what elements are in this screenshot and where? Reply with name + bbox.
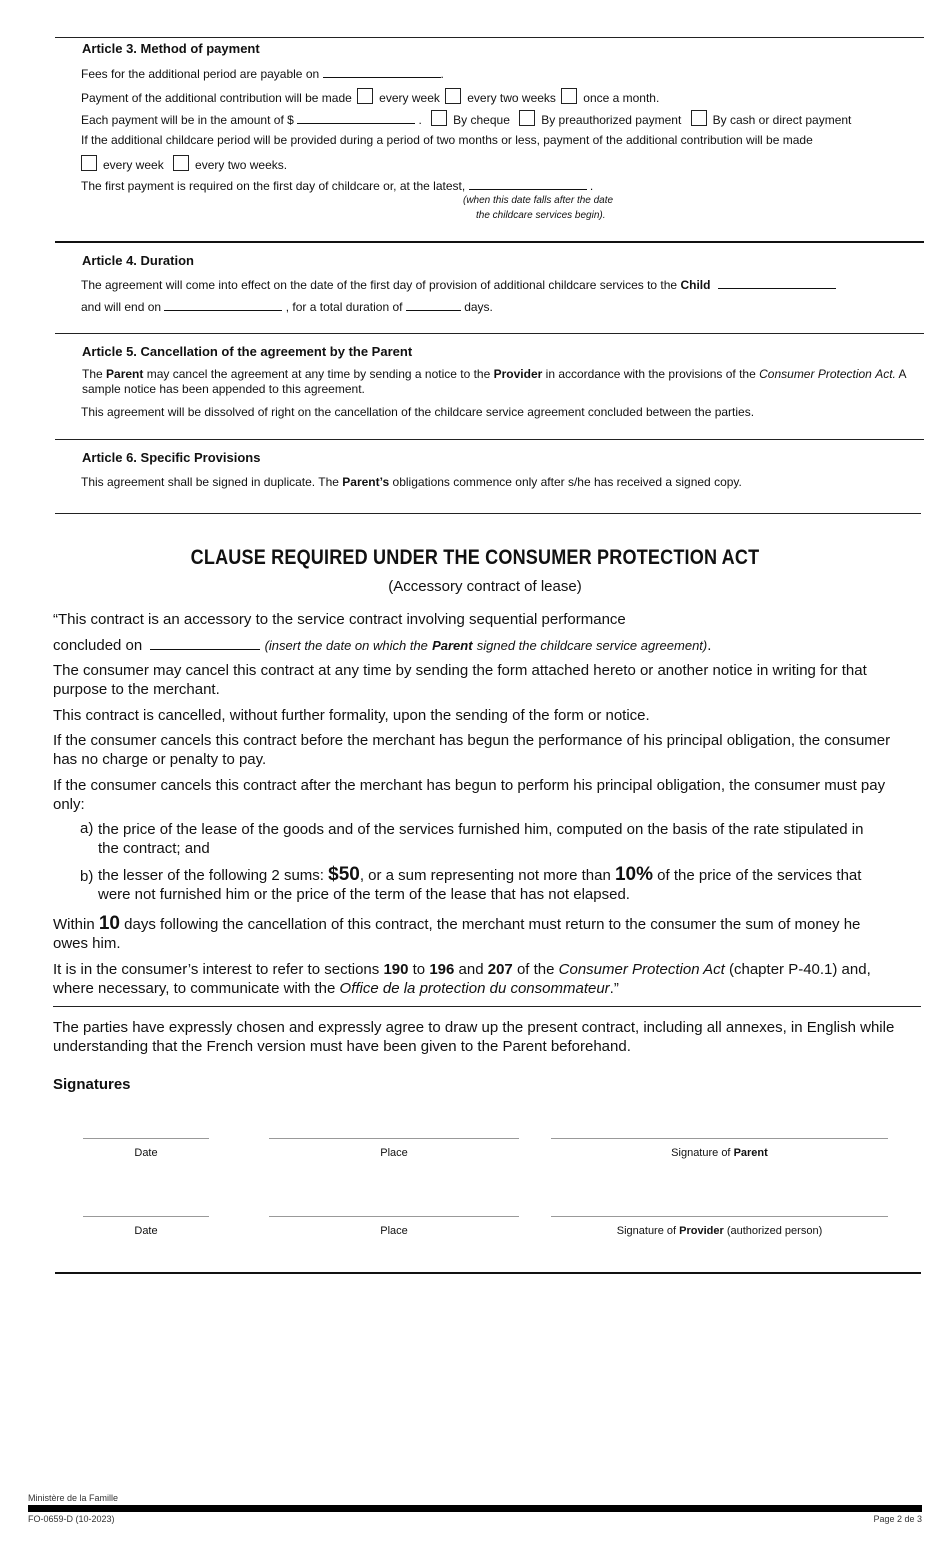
clause-p5: If the consumer cancels this contract after the merchant has begun to perform his principal obligation, the consumer must pay only: (53, 777, 886, 813)
separator (55, 333, 924, 334)
date-caption-1: Date (134, 1147, 158, 1159)
duration-line-2: and will end on , for a total duration of days. (81, 300, 493, 314)
first-payment-line: The first payment is required on the first day of childcare or, at the latest, . (81, 179, 594, 193)
concluded-date-field[interactable] (150, 636, 260, 650)
every-week-checkbox-2[interactable] (81, 155, 97, 171)
start-date-field[interactable] (718, 277, 836, 289)
language-paragraph: The parties have expressly chosen and expressly agree to draw up the present contract, including all annexes, in English while understanding that the French version must have been given to the Parent beforehand. (53, 1019, 895, 1055)
clause-p3: This contract is cancelled, without further formality, upon the sending of the form or notice. (53, 707, 650, 724)
every-two-weeks-checkbox-2[interactable] (173, 155, 189, 171)
parent-signature-line[interactable] (551, 1138, 888, 1139)
first-payment-date-field[interactable] (469, 178, 587, 190)
by-preauthorized-checkbox[interactable] (519, 110, 535, 126)
every-two-weeks-checkbox[interactable] (445, 88, 461, 104)
dissolution-paragraph: This agreement will be dissolved of right on the cancellation of the childcare service agreement concluded between the parties. (81, 405, 755, 419)
separator (55, 1272, 921, 1274)
payment-frequency-line: Payment of the additional contribution will be made every week every two weeks once a month. (81, 88, 659, 105)
every-week-checkbox[interactable] (357, 88, 373, 104)
separator (55, 241, 924, 243)
provider-signature-caption: Signature of Provider (authorized person) (616, 1225, 823, 1237)
specific-provisions-paragraph: This agreement shall be signed in duplicate. The Parent’s obligations commence only after s/he has received a signed copy. (81, 475, 742, 489)
duration-line-1: The agreement will come into effect on the date of the first day of provision of additional childcare services to the Child (81, 277, 836, 292)
end-date-field[interactable] (164, 299, 282, 311)
once-a-month-checkbox[interactable] (561, 88, 577, 104)
place-signature-line-2[interactable] (269, 1216, 519, 1217)
clause-title: CLAUSE REQUIRED UNDER THE CONSUMER PROTECTION ACT (190, 546, 760, 569)
date-signature-line-1[interactable] (83, 1138, 209, 1139)
place-signature-line-1[interactable] (269, 1138, 519, 1139)
separator (55, 439, 924, 440)
signatures-title: Signatures (53, 1076, 131, 1093)
fees-line: Fees for the additional period are payable on . (81, 67, 444, 81)
ministry-label: Ministère de la Famille (28, 1493, 119, 1503)
item-b-text: the lesser of the following 2 sums: $50, or a sum representing not more than 10% of the price of the services that were not furnished him or the price of the term of the lease that has not elapsed. (98, 864, 862, 903)
date-caption-2: Date (134, 1225, 158, 1237)
article3-title: Article 3. Method of payment (82, 41, 260, 56)
separator (53, 1006, 921, 1007)
clause-p4: If the consumer cancels this contract before the merchant has begun the performance of his principal obligation, the consumer has no charge or penalty to pay. (53, 732, 891, 768)
parent-signature-caption: Signature of Parent (671, 1147, 768, 1159)
item-a-text: the price of the lease of the goods and of the services furnished him, computed on the basis of the rate stipulated in the contract; and (98, 821, 864, 857)
consumer-interest-paragraph: It is in the consumer’s interest to refer to sections 190 to 196 and 207 of the Consumer Protection Act (chapter P-40.1) and, where necessary, to communicate with the Office de la protection du consommateur.” (53, 961, 871, 997)
concluded-on-line: concluded on (insert the date on which the Parent signed the childcare service agreement). (53, 637, 712, 654)
amount-field[interactable] (297, 112, 415, 124)
page-number: Page 2 de 3 (873, 1514, 922, 1524)
by-cheque-checkbox[interactable] (431, 110, 447, 126)
two-months-text: If the additional childcare period will be provided during a period of two months or less, payment of the additional contribution will be made (81, 133, 813, 147)
place-caption-2: Place (380, 1225, 408, 1237)
separator (55, 37, 924, 38)
provider-signature-line[interactable] (551, 1216, 888, 1217)
article5-title: Article 5. Cancellation of the agreement by the Parent (82, 344, 413, 359)
clause-subtitle: (Accessory contract of lease) (388, 578, 582, 595)
footer-bar (28, 1505, 922, 1512)
within-10-days: Within 10 days following the cancellation of this contract, the merchant must return to the consumer the sum of money he owes him. (53, 913, 861, 952)
item-b-label: b) (80, 868, 94, 885)
separator (55, 513, 921, 514)
date-signature-line-2[interactable] (83, 1216, 209, 1217)
item-a-label: a) (80, 820, 94, 837)
clause-p2: The consumer may cancel this contract at any time by sending the form attached hereto or another notice in writing for that purpose to the merchant. (53, 662, 867, 698)
by-cash-checkbox[interactable] (691, 110, 707, 126)
article4-title: Article 4. Duration (82, 253, 194, 268)
duration-days-field[interactable] (406, 299, 461, 311)
fees-date-field[interactable] (323, 66, 441, 78)
payment-amount-line: Each payment will be in the amount of $ . By cheque By preauthorized payment By cash or direct payment (81, 110, 851, 127)
clause-p1: “This contract is an accessory to the service contract involving sequential performance (53, 611, 626, 628)
article6-title: Article 6. Specific Provisions (82, 450, 261, 465)
place-caption-1: Place (380, 1147, 408, 1159)
date-note-1: (when this date falls after the date (463, 195, 614, 206)
form-number: FO-0659-D (10-2023) (28, 1514, 115, 1524)
date-note-2: the childcare services begin). (476, 210, 606, 221)
cancellation-paragraph: The Parent may cancel the agreement at any time by sending a notice to the Provider in accordance with the provisions of the Consumer Protection Act. A sample notice has been appended to this agreement. (82, 367, 906, 396)
two-months-options: every week every two weeks. (81, 155, 287, 172)
